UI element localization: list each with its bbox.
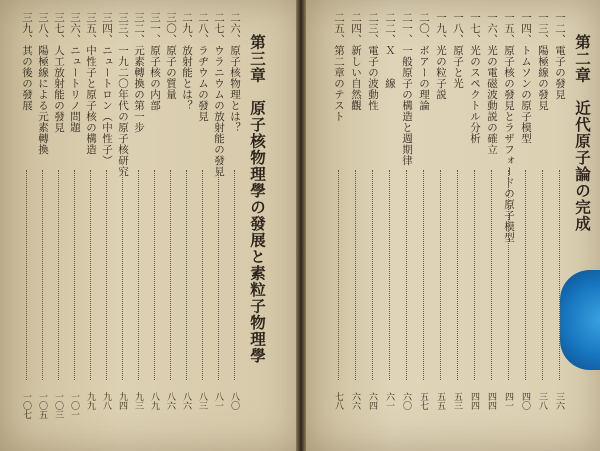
toc-entry-title: 三八、陽極線による元素轉換 xyxy=(37,12,49,155)
toc-leader-dots xyxy=(474,170,475,380)
toc-page-number: 三六 xyxy=(554,392,564,410)
toc-leader-dots xyxy=(90,170,91,380)
toc-leader-dots xyxy=(491,170,492,380)
toc-page-number: 六〇 xyxy=(401,392,411,410)
toc-leader-dots xyxy=(338,170,339,380)
toc-page-number: 五三 xyxy=(452,392,462,410)
chapter-3-heading: 第三章 原子核物理學の發展と素粒子物理學 xyxy=(248,34,267,364)
right-page xyxy=(303,0,600,451)
toc-leader-dots xyxy=(106,170,107,380)
toc-entry-title: 一三、陽極線の發見 xyxy=(537,12,549,111)
toc-entry-title: 一六、光の電磁波動説の確立 xyxy=(486,12,498,155)
toc-page-number: 九八 xyxy=(101,392,111,410)
toc-entry-title: 一二、電子の發見 xyxy=(554,12,566,100)
toc-entry-title: 三一、原子核の内部 xyxy=(149,12,161,111)
toc-leader-dots xyxy=(154,170,155,380)
toc-leader-dots xyxy=(372,170,373,380)
toc-page-number: 七八 xyxy=(333,392,343,410)
toc-page-number: 六四 xyxy=(367,392,377,410)
toc-page-number: 一〇一 xyxy=(69,392,79,419)
toc-page-number: 八三 xyxy=(197,392,207,410)
toc-entry-title: 一八、原子と光 xyxy=(452,12,464,89)
toc-page-number: 四四 xyxy=(486,392,496,410)
toc-entry-title: 三二、元素轉換の第一步 xyxy=(133,12,145,133)
toc-page-number: 六一 xyxy=(384,392,394,410)
toc-leader-dots xyxy=(218,170,219,380)
toc-page-number: 一〇七 xyxy=(21,392,31,419)
toc-page-number: 六六 xyxy=(350,392,360,410)
toc-leader-dots xyxy=(26,170,27,380)
toc-leader-dots xyxy=(138,170,139,380)
blue-object xyxy=(560,270,600,370)
toc-page-number: 一〇三 xyxy=(53,392,63,419)
toc-entry-title: 三六、ニュートリノ問題 xyxy=(69,12,81,133)
toc-entry-title: 一四、トムソンの原子模型 xyxy=(520,12,532,144)
toc-page-number: 九九 xyxy=(85,392,95,410)
toc-page-number: 四一 xyxy=(503,392,513,410)
toc-leader-dots xyxy=(542,170,543,380)
toc-entry-title: 二四、新しい自然觀 xyxy=(350,12,362,111)
toc-page-number: 九四 xyxy=(117,392,127,410)
toc-leader-dots xyxy=(406,170,407,380)
toc-entry-title: 二一、一般原子の構造と週期律 xyxy=(401,12,413,166)
toc-entry-title: 二三、電子の波動性 xyxy=(367,12,379,111)
toc-page-number: 八九 xyxy=(149,392,159,410)
toc-leader-dots xyxy=(423,170,424,380)
toc-entry-title: 三七、人工放射能の發見 xyxy=(53,12,65,133)
toc-page-number: 五五 xyxy=(435,392,445,410)
toc-entry-title: 一五、原子核の發見とラザフォードの原子模型 xyxy=(503,12,515,243)
toc-entry-title: 一七、光のスペクトル分析 xyxy=(469,12,481,144)
book-gutter xyxy=(296,0,306,451)
toc-leader-dots xyxy=(186,170,187,380)
toc-leader-dots xyxy=(58,170,59,380)
toc-page-number: 八〇 xyxy=(229,392,239,410)
toc-entry-title: 三三、一九二〇年代の原子核研究 xyxy=(117,12,129,177)
toc-entry-title: 二二、Ｘ 線 xyxy=(384,12,396,89)
toc-entry-title: 三九、其の後の發展 xyxy=(21,12,33,111)
toc-page-number: 八六 xyxy=(181,392,191,410)
toc-page-number: 一〇五 xyxy=(37,392,47,419)
toc-entry-title: 二七、ウラニウムの放射能の發見 xyxy=(213,12,225,177)
toc-page-number: 四〇 xyxy=(520,392,530,410)
toc-leader-dots xyxy=(234,170,235,380)
toc-leader-dots xyxy=(525,170,526,380)
toc-leader-dots xyxy=(457,170,458,380)
toc-page-number: 九三 xyxy=(133,392,143,410)
chapter-2-heading: 第二章 近代原子論の完成 xyxy=(573,34,592,232)
toc-leader-dots xyxy=(508,170,509,380)
toc-entry-title: 二五、第二章のテスト xyxy=(333,12,345,122)
toc-leader-dots xyxy=(122,170,123,380)
toc-leader-dots xyxy=(440,170,441,380)
toc-entry-title: 二〇、ボアーの理論 xyxy=(418,12,430,111)
toc-entry-title: 一九、光の粒子説 xyxy=(435,12,447,100)
toc-entry-title: 三四、ニュートロン（中性子） xyxy=(101,12,113,166)
toc-leader-dots xyxy=(559,170,560,380)
toc-entry-title: 三五、中性子と原子核の構造 xyxy=(85,12,97,155)
toc-page-number: 四四 xyxy=(469,392,479,410)
toc-entry-title: 二八、ラヂウムの發見 xyxy=(197,12,209,122)
toc-entry-title: 二六、原子核物理とは？ xyxy=(229,12,241,133)
toc-page-number: 八一 xyxy=(213,392,223,410)
toc-leader-dots xyxy=(355,170,356,380)
toc-entry-title: 三〇、原子の質量 xyxy=(165,12,177,100)
toc-page-number: 八六 xyxy=(165,392,175,410)
toc-leader-dots xyxy=(389,170,390,380)
toc-leader-dots xyxy=(170,170,171,380)
toc-page-number: 五七 xyxy=(418,392,428,410)
toc-page-number: 三八 xyxy=(537,392,547,410)
toc-leader-dots xyxy=(202,170,203,380)
toc-leader-dots xyxy=(42,170,43,380)
toc-leader-dots xyxy=(74,170,75,380)
toc-entry-title: 二九、放射能とは？ xyxy=(181,12,193,111)
